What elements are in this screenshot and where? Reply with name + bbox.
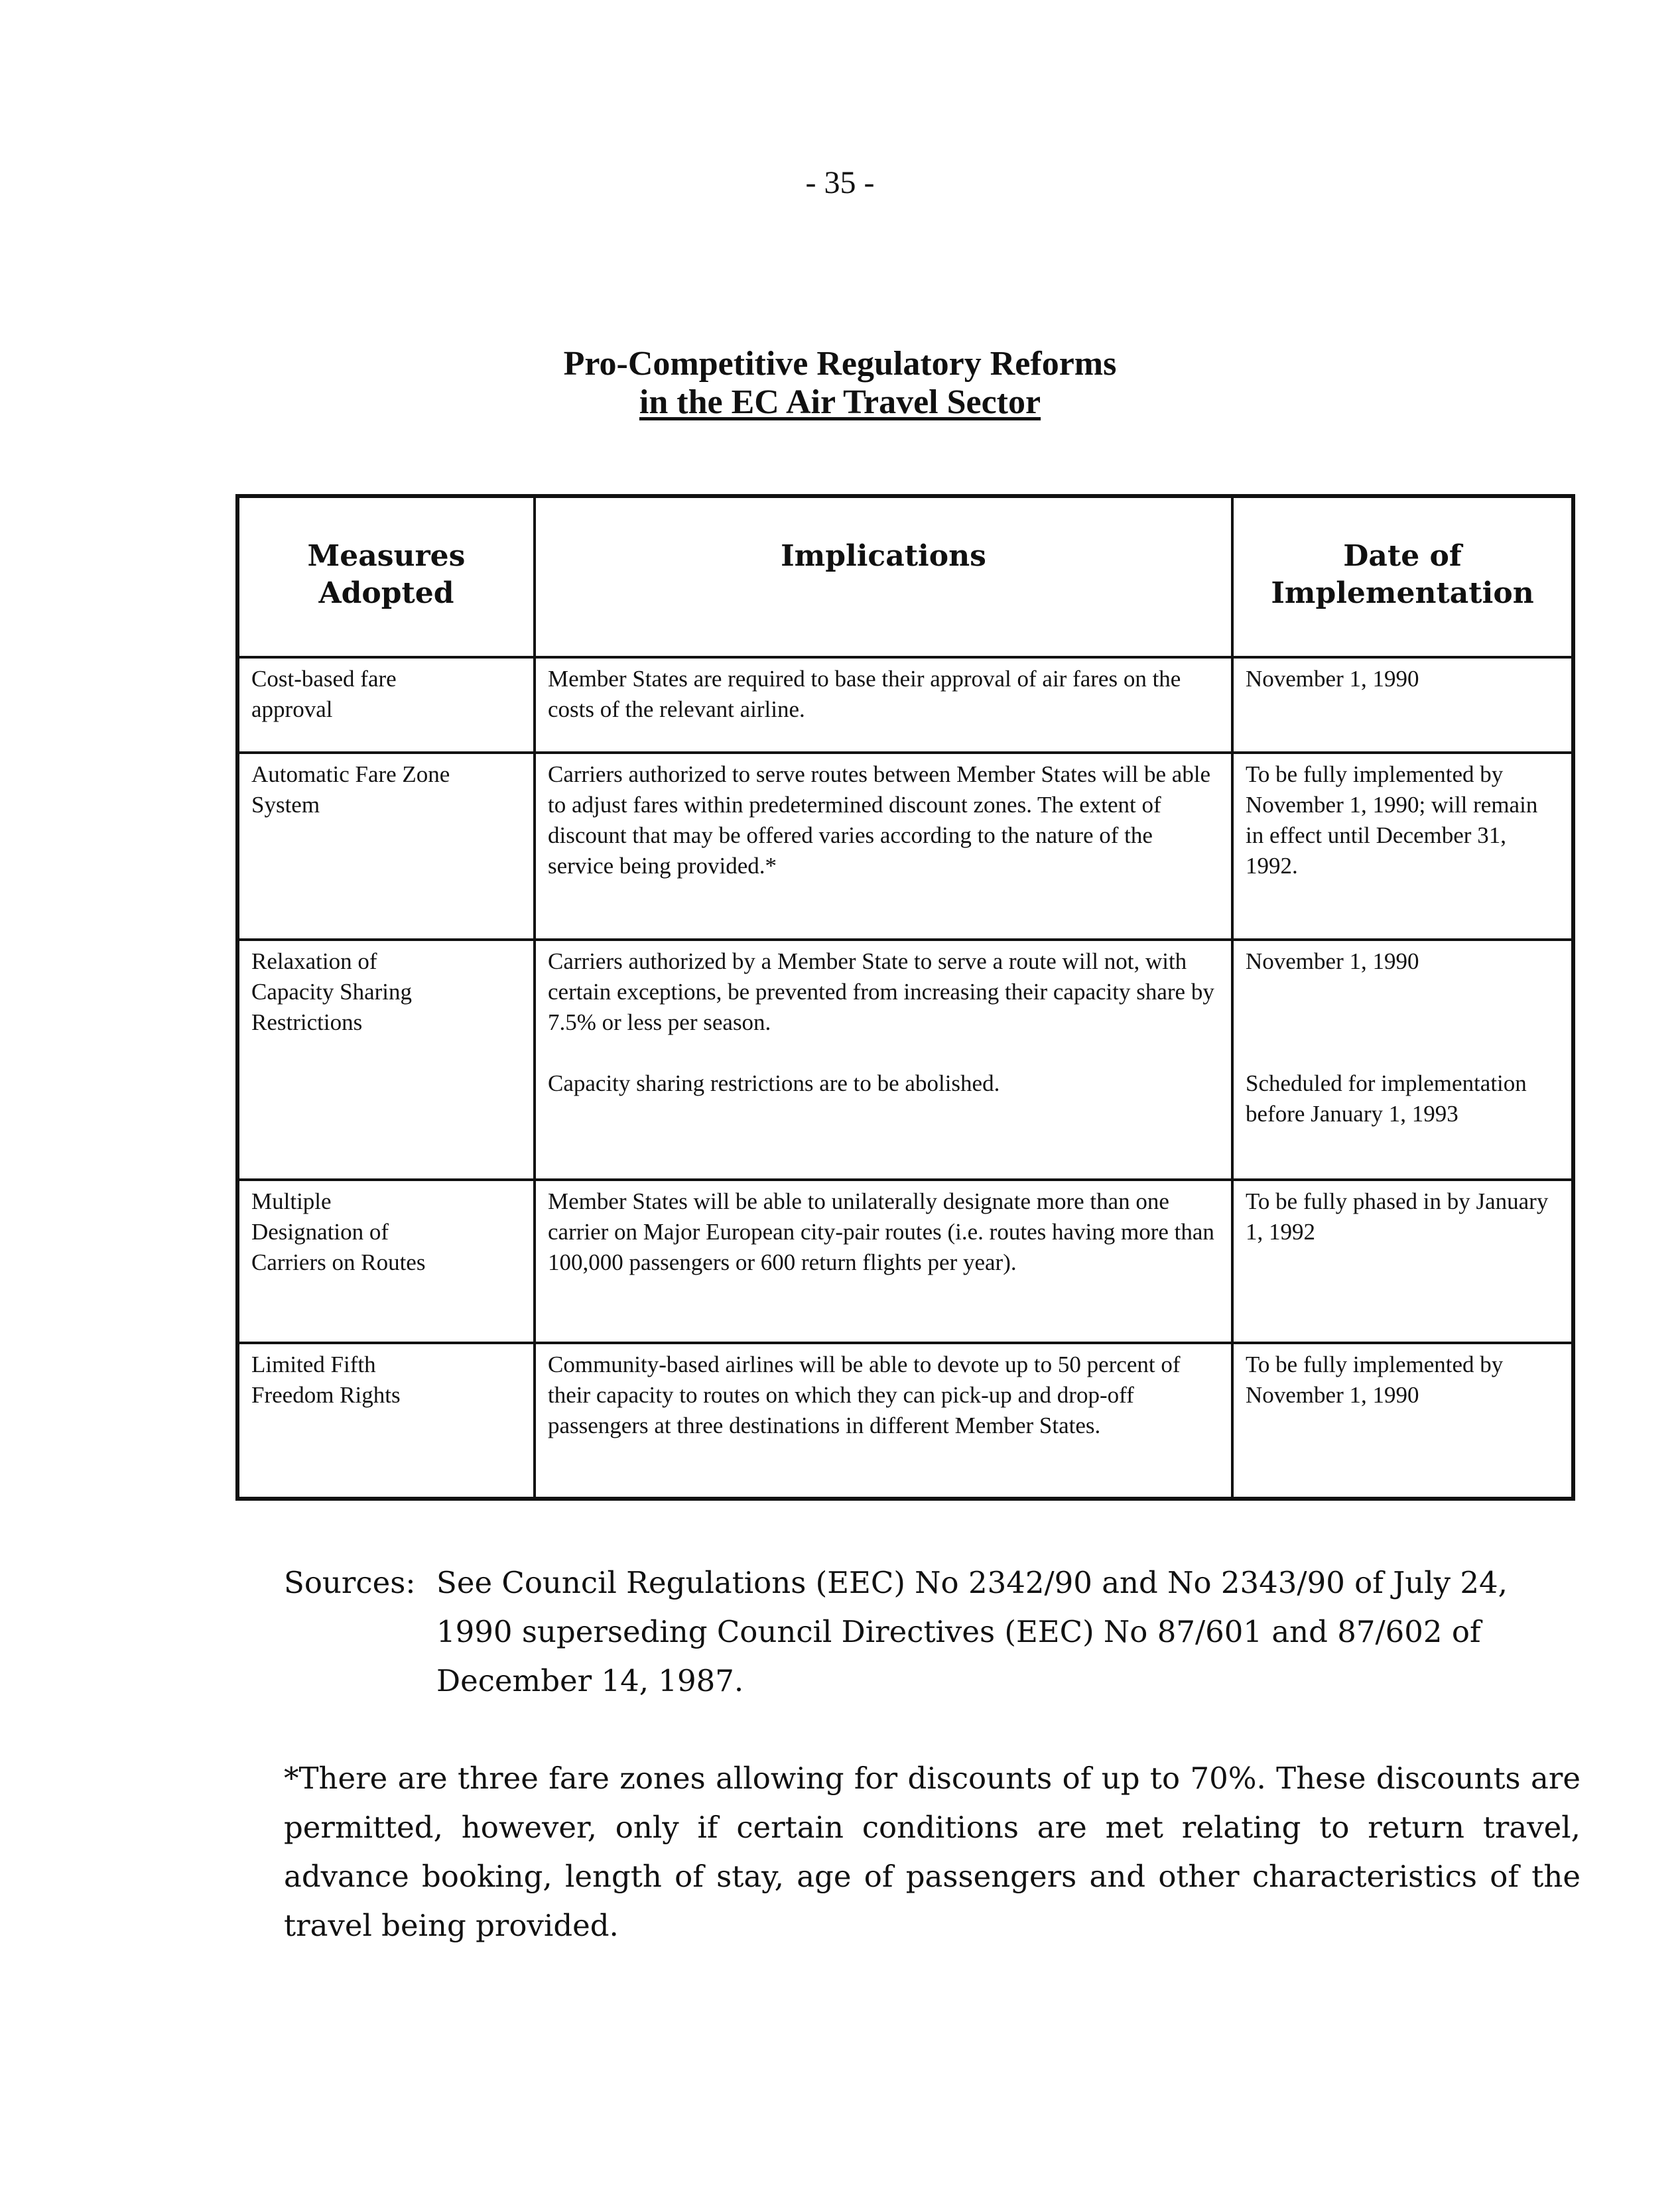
implications-cell: Carriers authorized by a Member State to serve a route will not, with certain exceptions, be prevented from increasing their capacity share by 7.5% or less per season. Capacity sharing restrictions are to be abolished.: [535, 940, 1232, 1180]
title-line-2: in the EC Air Travel Sector: [639, 383, 1041, 421]
footnote: *There are three fare zones allowing for discounts of up to 70%. These discounts are permitted, however, only if certain conditions are met relating to return travel, advance booking, length of stay, age of passengers and other characteristics of the travel being provided.: [284, 1761, 1581, 1943]
sources-text: See Council Regulations (EEC) No 2342/90 and No 2343/90 of July 24, 1990 superseding Council Directives (EEC) No 87/601 and 87/602 of December 14, 1987.: [436, 1565, 1508, 1698]
date-cell: To be fully implemented by November 1, 1990; will remain in effect until December 31, 1992.: [1232, 753, 1571, 940]
table-header-row: [239, 498, 1571, 657]
table-row: [239, 1180, 1571, 1343]
implications-cell: Carriers authorized to serve routes between Member States will be able to adjust fares within predetermined discount zones. The extent of discount that may be offered varies according to the nature of the service being provided.*: [535, 753, 1232, 940]
measure-cell: Limited Fifth Freedom Rights: [239, 1343, 535, 1497]
date-cell: November 1, 1990 Scheduled for implementation before January 1, 1993: [1232, 940, 1571, 1180]
measure-cell: Cost-based fare approval: [239, 657, 535, 753]
sources-label: Sources:: [284, 1565, 416, 1600]
table-row: [239, 657, 1571, 753]
implications-cell: Member States will be able to unilaterally designate more than one carrier on Major European city-pair routes (i.e. routes having more than 100,000 passengers or 600 return flights per year).: [535, 1180, 1232, 1343]
sources-note: [284, 1558, 1584, 1706]
date-cell: To be fully phased in by January 1, 1992: [1232, 1180, 1571, 1343]
reforms-table-frame: [235, 494, 1575, 1501]
measure-cell: Multiple Designation of Carriers on Routes: [239, 1180, 535, 1343]
header-measures-adopted: Measures Adopted: [239, 498, 535, 657]
header-implications: Implications: [535, 498, 1232, 657]
measure-cell: Automatic Fare Zone System: [239, 753, 535, 940]
table-row: [239, 753, 1571, 940]
page-number: - 35 -: [805, 165, 875, 200]
date-cell: To be fully implemented by November 1, 1990: [1232, 1343, 1571, 1497]
table-title: [0, 345, 1680, 422]
implications-cell: Community-based airlines will be able to devote up to 50 percent of their capacity to routes on which they can pick-up and drop-off passengers at three destinations in different Member States.: [535, 1343, 1232, 1497]
implications-cell: Member States are required to base their approval of air fares on the costs of the relevant airline.: [535, 657, 1232, 753]
measure-cell: Relaxation of Capacity Sharing Restrictions: [239, 940, 535, 1180]
date-cell: November 1, 1990: [1232, 657, 1571, 753]
reforms-table: [239, 498, 1571, 1497]
title-line-1: Pro-Competitive Regulatory Reforms: [563, 345, 1117, 383]
table-row: [239, 940, 1571, 1180]
header-date-of-implementation: Date of Implementation: [1232, 498, 1571, 657]
table-row: [239, 1343, 1571, 1497]
